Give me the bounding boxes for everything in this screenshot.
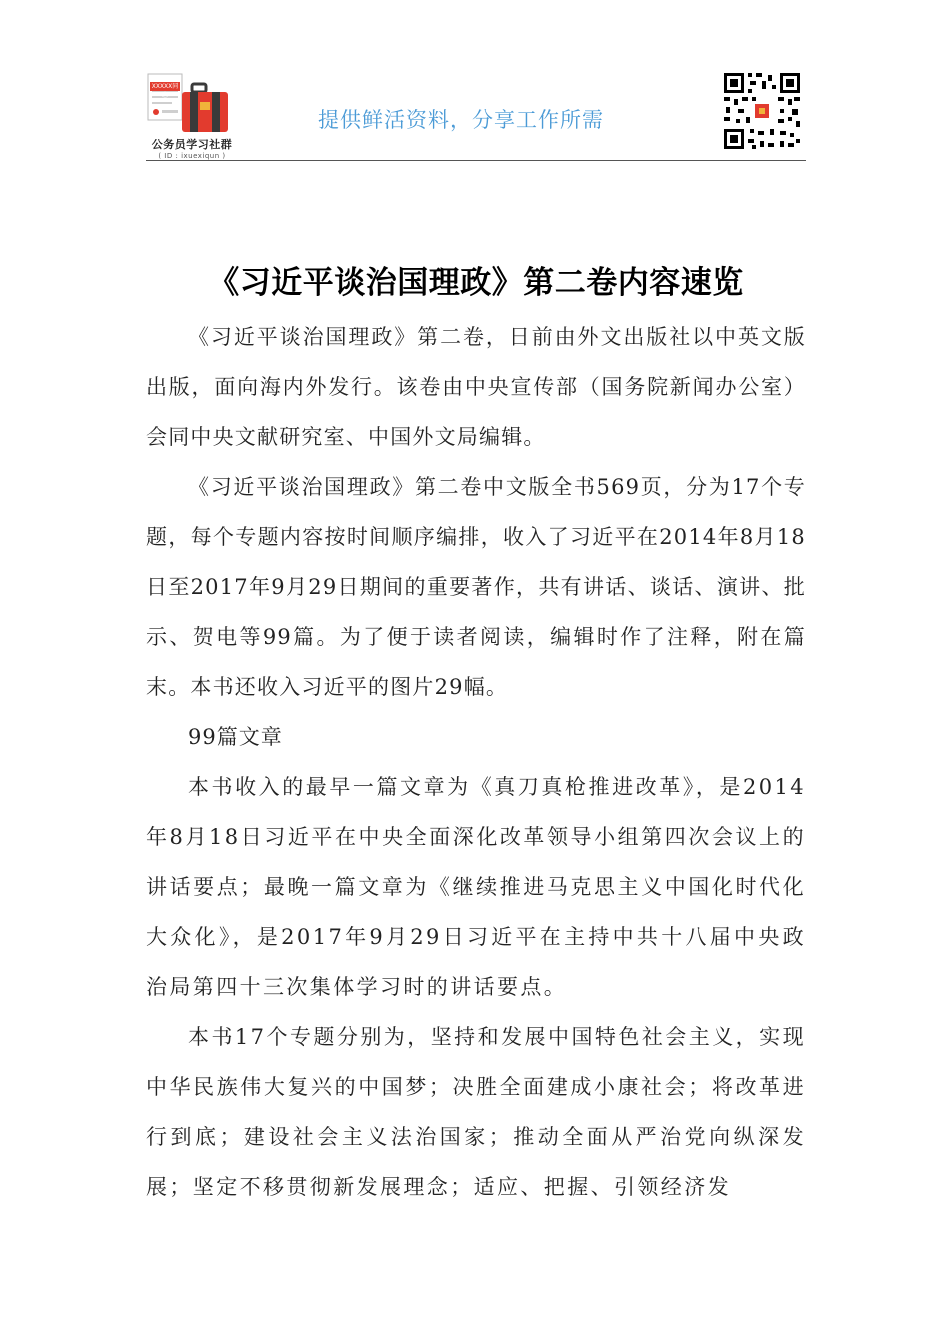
logo — [146, 72, 238, 160]
logo-name: 公务员学习社群 — [151, 138, 233, 151]
paragraph-4: 本书17个专题分别为，坚持和发展中国特色社会主义，实现中华民族伟大复兴的中国梦；决胜全面建成小康社会；将改革进行到底；建设社会主义法治国家；推动全面从严治党向纵深发展；坚定不移贯彻新发展理念；适应、把握、引领经济发 — [146, 1025, 806, 1199]
logo-id: ( ID : ixuexiqun ) — [158, 152, 226, 160]
subheading: 99篇文章 — [188, 725, 283, 749]
qr-code-icon — [722, 71, 802, 151]
paragraph-3: 本书收入的最早一篇文章为《真刀真枪推进改革》，是2014年8月18日习近平在中央全面深化改革领导小组第四次会议上的讲话要点；最晚一篇文章为《继续推进马克思主义中国化时代化大众化》，是2017年9月29日习近平在主持中共十八届中央政治局第四十三次集体学习时的讲话要点。 — [146, 775, 806, 999]
header-slogan: 提供鲜活资料，分享工作所需 — [318, 108, 604, 132]
logo-badge: XXXXX同志 — [151, 83, 179, 99]
document-title: 《习近平谈治国理政》第二卷内容速览 — [208, 264, 744, 301]
paragraph-1: 《习近平谈治国理政》第二卷，日前由外文出版社以中英文版出版，面向海内外发行。该卷由中央宣传部（国务院新闻办公室）会同中央文献研究室、中国外文局编辑。 — [146, 325, 806, 449]
page-header — [146, 66, 806, 162]
header-divider — [146, 160, 806, 161]
document-body — [146, 312, 806, 1212]
paragraph-2: 《习近平谈治国理政》第二卷中文版全书569页，分为17个专题，每个专题内容按时间顺序编排，收入了习近平在2014年8月18日至2017年9月29日期间的重要著作，共有讲话、谈话、演讲、批示、贺电等99篇。为了便于读者阅读，编辑时作了注释，附在篇末。本书还收入习近平的图片29幅。 — [146, 475, 806, 699]
